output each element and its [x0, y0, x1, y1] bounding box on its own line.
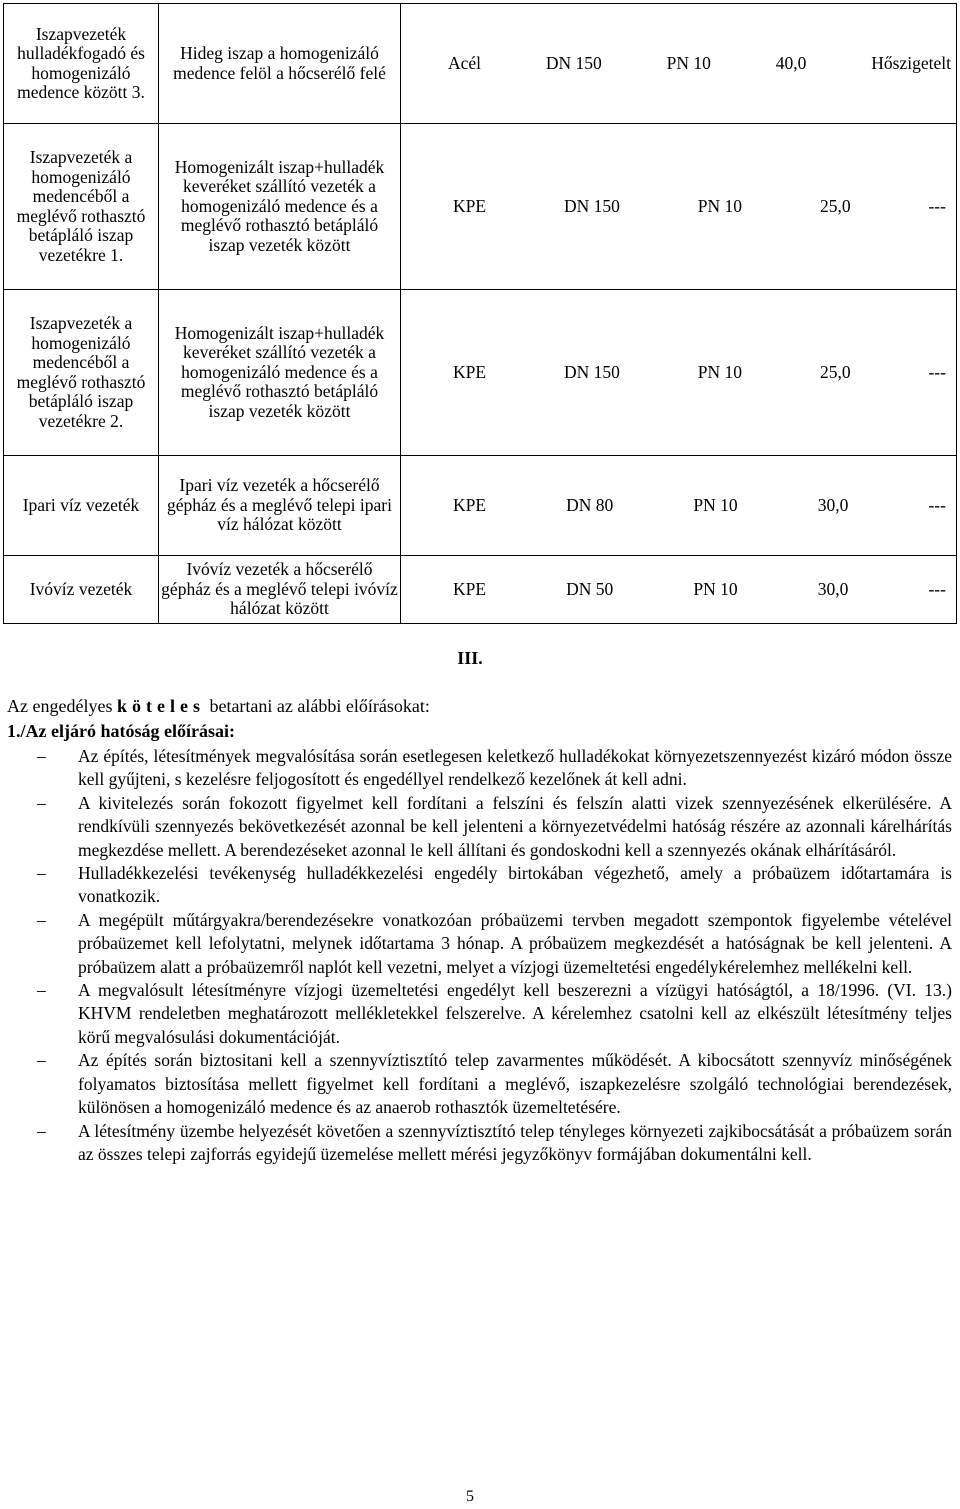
dash-bullet: – [37, 1050, 46, 1071]
section-heading: III. [457, 648, 483, 668]
pipe-spec [401, 124, 957, 290]
pipe-length: 30,0 [817, 578, 849, 599]
table-row [4, 456, 957, 556]
page-number: 5 [466, 1488, 474, 1505]
dash-bullet: – [37, 909, 46, 930]
pipe-name: Iszapvezeték a homogenizáló medencéből a meglévő rothasztó betápláló iszap vezetékre 1. [4, 124, 159, 290]
pipe-insulation: --- [928, 494, 946, 515]
requirement-text: A kivitelezés során fokozott figyelmet kell fordítani a felszíni és felszín alatti vizek szennyezésének elkerülésére. A rendkívüli szennyezés bekövetkezését azonnal be kell jelenteni a környezetvédelmi hatóság részére az azonnali kárelhárítás megkezdése mellett. A berendezéseket azonnal le kell állítani és gondoskodni kell a szennyezés okának elhárításáról. [78, 792, 952, 860]
table-row [4, 4, 957, 124]
pipe-insulation: --- [928, 361, 946, 382]
pipe-pn: PN 10 [693, 578, 738, 599]
pipe-spec [401, 4, 957, 124]
pipe-route: Ivóvíz vezeték a hőcserélő gépház és a meglévő telepi ivóvíz hálózat között [159, 556, 401, 624]
pipe-material: KPE [453, 578, 487, 599]
dash-bullet: – [37, 1120, 46, 1141]
table-row [4, 556, 957, 624]
table-row [4, 124, 957, 290]
pipe-route: Hideg iszap a homogenizáló medence felöl a hőcserélő felé [159, 4, 401, 124]
pipe-name: Ipari víz vezeték [4, 456, 159, 556]
list-item [0, 909, 952, 979]
pipe-route: Ipari víz vezeték a hőcserélő gépház és a meglévő telepi ipari víz hálózat között [159, 456, 401, 556]
pipe-length: 30,0 [817, 494, 849, 515]
requirement-text: Az építés során biztositani kell a szennyvíztisztító telep zavarmentes működését. A kibocsátott szennyvíz minőségének folyamatos biztosítása mellett figyelmet kell fordítani a meglévő, iszapkezelésre szolgáló technológiai berendezések, különösen a homogenizáló medence és az anaerob rothasztók üzemeltetésére. [78, 1050, 952, 1118]
list-item [0, 862, 952, 909]
pipe-dn: DN 150 [545, 52, 602, 73]
dash-bullet: – [37, 863, 46, 884]
table-row [4, 290, 957, 456]
list-item [0, 979, 952, 1049]
intro-line [7, 696, 430, 717]
list-item [0, 1049, 952, 1119]
pipe-length: 25,0 [819, 361, 851, 382]
list-item [0, 792, 952, 862]
pipe-length: 40,0 [775, 52, 807, 73]
pipe-spec [401, 456, 957, 556]
pipe-dn: DN 150 [563, 195, 620, 216]
pipe-spec [401, 290, 957, 456]
pipe-insulation: Hőszigetelt [871, 52, 951, 73]
pipe-name: Ivóvíz vezeték [4, 556, 159, 624]
pipe-pn: PN 10 [693, 494, 738, 515]
pipe-pn: PN 10 [666, 52, 711, 73]
pipe-dn: DN 150 [563, 361, 620, 382]
intro-text-after: betartani az alábbi előírásokat: [209, 696, 430, 716]
pipe-length: 25,0 [819, 195, 851, 216]
requirement-text: A megépült műtárgyakra/berendezésekre vonatkozóan próbaüzemi tervben megadott szempontok figyelembe vételével próbaüzemet kell lefolytatni, melynek időtartama 3 hónap. A próbaüzem megkezdését a hatóságnak be kell jelenteni. A próbaüzem alatt a próbaüzemről naplót kell vezetni, melyet a vízjogi üzemeltetési engedélykérelemhez mellékelni kell. [78, 909, 952, 977]
pipe-insulation: --- [928, 578, 946, 599]
pipe-pn: PN 10 [697, 361, 743, 382]
pipe-name: Iszapvezeték a homogenizáló medencéből a meglévő rothasztó betápláló iszap vezetékre 2. [4, 290, 159, 456]
pipe-material: KPE [453, 361, 487, 382]
requirement-text: A megvalósult létesítményre vízjogi üzemeltetési engedélyt kell beszerezni a vízügyi hatóságtól, a 18/1996. (VI. 13.) KHVM rendeletben meghatározott mellékletekkel felszerelve. A kérelemhez csatolni kell az elkészült létesítmény teljes körű megvalósulási dokumentációját. [78, 980, 952, 1047]
pipe-pn: PN 10 [697, 195, 743, 216]
subheading: 1./Az eljáró hatóság előírásai: [7, 721, 235, 741]
pipe-dn: DN 50 [566, 578, 614, 599]
pipe-dn: DN 80 [566, 494, 614, 515]
pipe-insulation: --- [928, 195, 946, 216]
pipe-route: Homogenizált iszap+hulladék keveréket szállító vezeték a homogenizáló medence és a meglévő rothasztó betápláló iszap vezeték között [159, 290, 401, 456]
pipe-spec [401, 556, 957, 624]
dash-bullet: – [37, 746, 46, 766]
requirements-list [0, 745, 952, 1166]
dash-bullet: – [37, 980, 46, 1001]
pipe-name: Iszapvezeték hulladékfogadó és homogenizáló medence között 3. [4, 4, 159, 124]
pipe-material: KPE [453, 195, 487, 216]
pipeline-table [3, 3, 957, 624]
list-item [0, 1120, 952, 1167]
list-item [0, 745, 952, 792]
intro-text-before: Az engedélyes [7, 696, 113, 716]
requirement-text: A létesítmény üzembe helyezését követően a szennyvíztisztító telep tényleges környezeti zajkibocsátását a próbaüzem során az összes telepi zajforrás egyidejű üzemelése mellett mérési jegyzőkönyv formájában dokumentálni kell. [78, 1120, 952, 1164]
intro-emphasis: köteles [116, 696, 205, 716]
pipe-material: Acél [448, 52, 482, 73]
dash-bullet: – [37, 792, 46, 813]
requirement-text: Hulladékkezelési tevékenység hulladékkezelési engedély birtokában végezhető, amely a próbaüzem időtartamára is vonatkozik. [78, 863, 952, 907]
pipe-material: KPE [453, 494, 487, 515]
pipe-route: Homogenizált iszap+hulladék keveréket szállító vezeték a homogenizáló medence és a meglévő rothasztó betápláló iszap vezeték között [159, 124, 401, 290]
requirement-text: Az építés, létesítmények megvalósítása során esetlegesen keletkező hulladékokat környezetszennyezést kizáró módon össze kell gyűjteni, s kezelésre feljogosított és engedéllyel rendelkező kezelőnek át kell adni. [78, 746, 952, 790]
